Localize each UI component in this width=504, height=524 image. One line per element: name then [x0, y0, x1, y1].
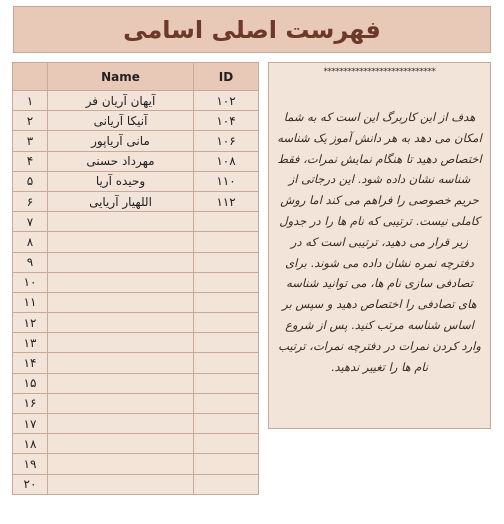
name-cell[interactable] — [48, 454, 194, 474]
table-header-row — [13, 63, 259, 91]
page-title: فهرست اصلی اسامی — [123, 15, 381, 44]
row-number-cell[interactable]: ۲۰ — [13, 474, 48, 494]
id-cell[interactable] — [194, 434, 259, 454]
id-cell[interactable] — [194, 393, 259, 413]
row-number-cell[interactable]: ۸ — [13, 232, 48, 252]
table-row — [13, 151, 259, 171]
id-cell[interactable] — [194, 272, 259, 292]
id-cell[interactable]: ۱۰۲ — [194, 91, 259, 111]
table-row — [13, 272, 259, 292]
id-cell[interactable] — [194, 333, 259, 353]
id-cell[interactable]: ۱۱۲ — [194, 191, 259, 211]
row-number-cell[interactable]: ۳ — [13, 131, 48, 151]
name-cell[interactable] — [48, 272, 194, 292]
roster-body — [13, 91, 259, 495]
row-number-cell[interactable]: ۶ — [13, 191, 48, 211]
name-cell[interactable] — [48, 373, 194, 393]
row-number-cell[interactable]: ۱۷ — [13, 414, 48, 434]
row-number-cell[interactable]: ۱۴ — [13, 353, 48, 373]
name-cell[interactable]: آیهان آریان فر — [48, 91, 194, 111]
title-banner — [13, 6, 491, 53]
table-row — [13, 474, 259, 494]
name-cell[interactable] — [48, 434, 194, 454]
row-number-cell[interactable]: ۴ — [13, 151, 48, 171]
name-cell[interactable] — [48, 414, 194, 434]
table-row — [13, 171, 259, 191]
id-cell[interactable] — [194, 252, 259, 272]
roster-table — [12, 62, 259, 495]
id-cell[interactable] — [194, 232, 259, 252]
id-cell[interactable] — [194, 292, 259, 312]
name-cell[interactable]: وحیده آریا — [48, 171, 194, 191]
id-cell[interactable] — [194, 454, 259, 474]
id-cell[interactable] — [194, 313, 259, 333]
row-number-cell[interactable]: ۱۸ — [13, 434, 48, 454]
table-row — [13, 313, 259, 333]
id-cell[interactable] — [194, 353, 259, 373]
table-row — [13, 454, 259, 474]
row-number-cell[interactable]: ۱۱ — [13, 292, 48, 312]
id-cell[interactable] — [194, 474, 259, 494]
table-row — [13, 232, 259, 252]
instructions-panel — [268, 62, 491, 429]
name-cell[interactable] — [48, 474, 194, 494]
id-cell[interactable]: ۱۱۰ — [194, 171, 259, 191]
header-id[interactable]: ID — [194, 63, 259, 91]
name-cell[interactable] — [48, 333, 194, 353]
name-cell[interactable] — [48, 353, 194, 373]
row-number-cell[interactable]: ۱۶ — [13, 393, 48, 413]
name-cell[interactable] — [48, 212, 194, 232]
row-number-cell[interactable]: ۷ — [13, 212, 48, 232]
name-cell[interactable]: مانی آریاپور — [48, 131, 194, 151]
name-cell[interactable] — [48, 292, 194, 312]
table-row — [13, 191, 259, 211]
table-row — [13, 333, 259, 353]
instructions-text: هدف از این کاربرگ این است که به شما امکان می دهد به هر دانش آموز یک شناسه اختصاص دهید تا هنگام نمایش نمرات، فقط شناسه نشان داده شود. این درجاتی از حریم خصوصی را فراهم می کند اما روش کاملی نیست. ترتیبی که نام ها را در جدول زیر قرار می دهید، ترتیبی است که در دفترچه نمره نشان داده می شوند. برای تصادفی سازی نام ها، می توانید شناسه های تصادفی را اختصاص دهید و سپس بر اساس شناسه مرتب کنید. پس از شروع وارد کردن نمرات در دفترچه نمرات، ترتیب نام ها را تغییر ندهید. — [277, 110, 482, 374]
name-cell[interactable] — [48, 232, 194, 252]
name-cell[interactable] — [48, 393, 194, 413]
table-row — [13, 91, 259, 111]
row-number-cell[interactable]: ۱ — [13, 91, 48, 111]
table-row — [13, 212, 259, 232]
table-row — [13, 292, 259, 312]
id-cell[interactable]: ۱۰۴ — [194, 111, 259, 131]
row-number-cell[interactable]: ۱۳ — [13, 333, 48, 353]
row-number-cell[interactable]: ۹ — [13, 252, 48, 272]
row-number-cell[interactable]: ۱۹ — [13, 454, 48, 474]
row-number-cell[interactable]: ۱۲ — [13, 313, 48, 333]
table-row — [13, 252, 259, 272]
table-row — [13, 373, 259, 393]
row-number-cell[interactable]: ۲ — [13, 111, 48, 131]
id-cell[interactable] — [194, 373, 259, 393]
table-row — [13, 393, 259, 413]
id-cell[interactable] — [194, 212, 259, 232]
table-row — [13, 353, 259, 373]
name-cell[interactable] — [48, 252, 194, 272]
table-row — [13, 434, 259, 454]
id-cell[interactable]: ۱۰۸ — [194, 151, 259, 171]
header-name[interactable]: Name — [48, 63, 194, 91]
table-row — [13, 414, 259, 434]
id-cell[interactable] — [194, 414, 259, 434]
stars-divider: **************************** — [323, 67, 436, 77]
table-row — [13, 131, 259, 151]
name-cell[interactable] — [48, 313, 194, 333]
name-cell[interactable]: مهرداد حسنی — [48, 151, 194, 171]
id-cell[interactable]: ۱۰۶ — [194, 131, 259, 151]
name-cell[interactable]: آنیکا آریانی — [48, 111, 194, 131]
header-row-number[interactable] — [13, 63, 48, 91]
table-row — [13, 111, 259, 131]
row-number-cell[interactable]: ۵ — [13, 171, 48, 191]
row-number-cell[interactable]: ۱۵ — [13, 373, 48, 393]
name-cell[interactable]: اللهیار آریایی — [48, 191, 194, 211]
row-number-cell[interactable]: ۱۰ — [13, 272, 48, 292]
